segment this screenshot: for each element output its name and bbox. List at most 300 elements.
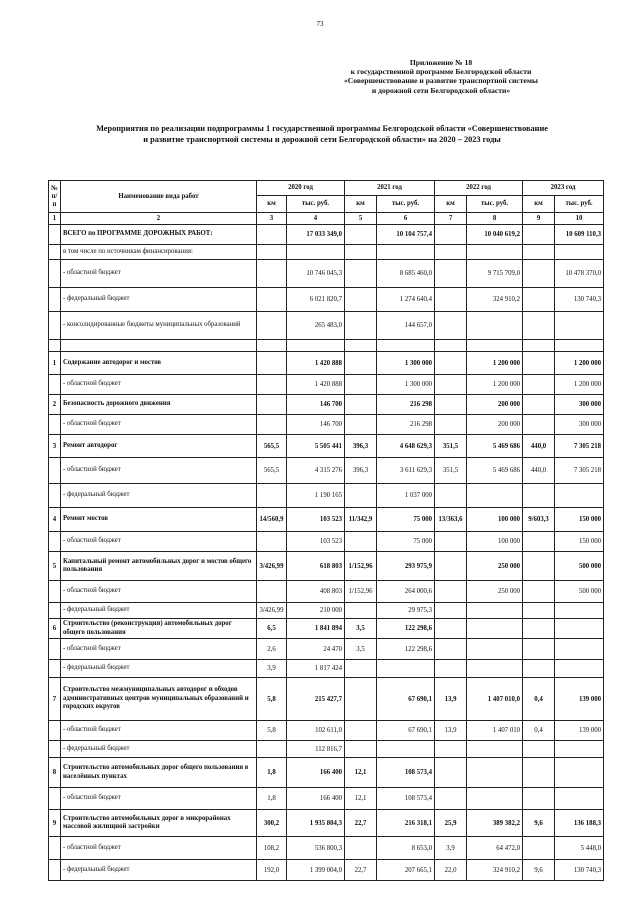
row-number [49,532,61,552]
amount-rub-cell: 1 274 640,4 [377,288,435,312]
length-km-cell [523,758,555,788]
amount-rub-cell [555,619,604,639]
amount-rub-cell: 207 665,1 [377,860,435,881]
work-type-name: - федеральный бюджет [61,741,257,758]
amount-rub-cell: 216 298 [377,415,435,435]
title-line: Мероприятия по реализации подпрограммы 1 государственной программы Белгородской области «Совершенствование [96,124,548,133]
length-km-cell [435,619,467,639]
length-km-cell [257,415,287,435]
amount-rub-cell: 1 841 894 [287,619,345,639]
table-row [49,458,604,484]
header-year: 2021 год [345,181,435,196]
length-km-cell: 351,5 [435,435,467,458]
table-row [49,552,604,581]
length-km-cell [523,312,555,340]
row-number [49,288,61,312]
length-km-cell: 3/426,99 [257,603,287,619]
length-km-cell: 0,4 [523,721,555,741]
header-year: 2023 год [523,181,604,196]
column-number: 9 [523,213,555,225]
amount-rub-cell: 75 000 [377,532,435,552]
length-km-cell [523,619,555,639]
length-km-cell [523,245,555,260]
length-km-cell [523,581,555,603]
amount-rub-cell [467,245,523,260]
work-type-name: - областной бюджет [61,639,257,660]
appendix-line: и дорожной сети Белгородской области» [371,85,511,95]
length-km-cell [523,532,555,552]
length-km-cell: 1,8 [257,758,287,788]
work-type-name: - федеральный бюджет [61,484,257,508]
length-km-cell [523,260,555,288]
length-km-cell [523,603,555,619]
row-number [49,860,61,881]
amount-rub-cell [467,603,523,619]
length-km-cell: 396,3 [345,435,377,458]
column-number: 10 [555,213,604,225]
header-year: 2022 год [435,181,523,196]
amount-rub-cell: 1 200 000 [555,352,604,375]
row-number: 4 [49,508,61,532]
work-type-name: в том числе по источникам финансирования: [61,245,257,260]
table-row [49,340,604,352]
length-km-cell: 12,1 [345,788,377,810]
page-number: 73 [316,20,324,28]
amount-rub-cell: 1 200 000 [467,375,523,395]
length-km-cell [257,340,287,352]
amount-rub-cell: 10 104 757,4 [377,225,435,245]
amount-rub-cell: 122 298,6 [377,639,435,660]
length-km-cell: 351,5 [435,458,467,484]
header-unit-rub: тыс. руб. [287,196,345,213]
row-number: 2 [49,395,61,415]
amount-rub-cell: 67 690,1 [377,678,435,721]
row-number [49,721,61,741]
amount-rub-cell [555,484,604,508]
length-km-cell [523,484,555,508]
header-unit-km: км [523,196,555,213]
length-km-cell: 0,4 [523,678,555,721]
length-km-cell: 14/560,9 [257,508,287,532]
title-line: и развитие транспортной системы и дорожной сети Белгородской области» на 2020 – 2023 годы [143,134,501,144]
amount-rub-cell: 1 037 000 [377,484,435,508]
length-km-cell: 2,6 [257,639,287,660]
amount-rub-cell [377,660,435,678]
length-km-cell [435,312,467,340]
length-km-cell [435,603,467,619]
amount-rub-cell: 250 000 [467,581,523,603]
amount-rub-cell [287,340,345,352]
amount-rub-cell: 264 000,6 [377,581,435,603]
row-number: 1 [49,352,61,375]
length-km-cell [345,660,377,678]
row-number [49,639,61,660]
length-km-cell [257,312,287,340]
row-number [49,225,61,245]
length-km-cell: 3,9 [435,837,467,860]
amount-rub-cell: 5 469 686 [467,458,523,484]
amount-rub-cell [467,340,523,352]
amount-rub-cell [467,758,523,788]
amount-rub-cell: 139 000 [555,721,604,741]
length-km-cell [435,245,467,260]
column-number: 5 [345,213,377,225]
work-type-name: Строительство автомобильных дорог общего пользования в населённых пунктах [61,758,257,788]
amount-rub-cell: 1 935 804,3 [287,810,345,837]
table-row [49,395,604,415]
length-km-cell [257,395,287,415]
table-row [49,435,604,458]
length-km-cell [523,639,555,660]
length-km-cell: 11/342,9 [345,508,377,532]
length-km-cell [257,288,287,312]
row-number: 5 [49,552,61,581]
table-row [49,415,604,435]
header-unit-rub: тыс. руб. [467,196,523,213]
table-row [49,225,604,245]
amount-rub-cell: 4 648 629,3 [377,435,435,458]
header-unit-rub: тыс. руб. [555,196,604,213]
amount-rub-cell [467,788,523,810]
table-row [49,288,604,312]
length-km-cell [257,532,287,552]
length-km-cell [345,532,377,552]
row-number [49,340,61,352]
column-number: 7 [435,213,467,225]
table-row [49,375,604,395]
header-year: 2020 год [257,181,345,196]
table-row [49,581,604,603]
length-km-cell [345,837,377,860]
length-km-cell [345,375,377,395]
amount-rub-cell: 4 315 276 [287,458,345,484]
amount-rub-cell: 103 523 [287,508,345,532]
amount-rub-cell [467,619,523,639]
amount-rub-cell [555,788,604,810]
work-type-name: - федеральный бюджет [61,860,257,881]
length-km-cell [345,288,377,312]
amount-rub-cell: 10 040 619,2 [467,225,523,245]
length-km-cell [523,660,555,678]
amount-rub-cell: 67 690,1 [377,721,435,741]
length-km-cell: 440,0 [523,458,555,484]
amount-rub-cell [287,245,345,260]
column-number: 4 [287,213,345,225]
length-km-cell: 22,7 [345,810,377,837]
length-km-cell [257,225,287,245]
length-km-cell [345,245,377,260]
length-km-cell [345,484,377,508]
amount-rub-cell: 7 305 218 [555,435,604,458]
work-type-name: - областной бюджет [61,581,257,603]
row-number [49,458,61,484]
amount-rub-cell: 136 188,3 [555,810,604,837]
length-km-cell [523,837,555,860]
length-km-cell [435,484,467,508]
length-km-cell [435,340,467,352]
amount-rub-cell [377,245,435,260]
length-km-cell: 3,9 [257,660,287,678]
length-km-cell: 300,2 [257,810,287,837]
amount-rub-cell: 408 803 [287,581,345,603]
amount-rub-cell: 166 400 [287,758,345,788]
amount-rub-cell: 300 000 [555,415,604,435]
length-km-cell [435,352,467,375]
amount-rub-cell: 200 000 [467,415,523,435]
amount-rub-cell [467,660,523,678]
amount-rub-cell: 618 803 [287,552,345,581]
length-km-cell: 396,3 [345,458,377,484]
length-km-cell [345,741,377,758]
appendix-line: Приложение № 18 [409,58,473,67]
table-row [49,660,604,678]
amount-rub-cell: 5 448,0 [555,837,604,860]
length-km-cell: 5,8 [257,678,287,721]
length-km-cell [435,660,467,678]
length-km-cell: 22,7 [345,860,377,881]
length-km-cell [345,603,377,619]
length-km-cell [523,552,555,581]
amount-rub-cell: 216 298 [377,395,435,415]
table-row [49,532,604,552]
row-number [49,603,61,619]
row-number [49,788,61,810]
table-row [49,860,604,881]
length-km-cell: 565,5 [257,435,287,458]
length-km-cell: 5,8 [257,721,287,741]
column-number: 6 [377,213,435,225]
row-number [49,415,61,435]
work-type-name: ВСЕГО по ПРОГРАММЕ ДОРОЖНЫХ РАБОТ: [61,225,257,245]
work-type-name: Строительство автомобильных дорог в микрорайонах массовой жилищной застройки [61,810,257,837]
amount-rub-cell: 130 740,3 [555,288,604,312]
amount-rub-cell: 1 817 424 [287,660,345,678]
column-number: 2 [61,213,257,225]
amount-rub-cell: 1 399 004,0 [287,860,345,881]
amount-rub-cell: 10 746 045,3 [287,260,345,288]
amount-rub-cell: 324 910,2 [467,860,523,881]
amount-rub-cell: 6 021 820,7 [287,288,345,312]
amount-rub-cell [377,741,435,758]
amount-rub-cell: 150 000 [555,532,604,552]
length-km-cell [435,375,467,395]
length-km-cell [523,340,555,352]
length-km-cell [257,484,287,508]
table-row [49,741,604,758]
row-number [49,260,61,288]
length-km-cell: 1,8 [257,788,287,810]
amount-rub-cell [555,741,604,758]
row-number: 6 [49,619,61,639]
length-km-cell [345,415,377,435]
table-row [49,837,604,860]
length-km-cell: 9,6 [523,810,555,837]
work-type-name: - областной бюджет [61,837,257,860]
length-km-cell [523,352,555,375]
length-km-cell [345,721,377,741]
amount-rub-cell: 1 190 165 [287,484,345,508]
length-km-cell: 1/152,96 [345,552,377,581]
length-km-cell [523,288,555,312]
length-km-cell [345,260,377,288]
amount-rub-cell: 265 483,0 [287,312,345,340]
length-km-cell: 565,5 [257,458,287,484]
amount-rub-cell [377,340,435,352]
work-type-name: Строительство (реконструкция) автомобильных дорог общего пользования [61,619,257,639]
row-number [49,581,61,603]
work-type-name: - областной бюджет [61,415,257,435]
work-type-name: Ремонт мостов [61,508,257,532]
table-body [49,225,604,881]
amount-rub-cell: 1 407 010 [467,721,523,741]
length-km-cell [435,415,467,435]
work-type-name: - федеральный бюджет [61,660,257,678]
amount-rub-cell: 210 000 [287,603,345,619]
amount-rub-cell [467,312,523,340]
table-row [49,508,604,532]
amount-rub-cell [555,340,604,352]
amount-rub-cell: 103 523 [287,532,345,552]
amount-rub-cell [467,484,523,508]
column-number: 8 [467,213,523,225]
work-type-name: - областной бюджет [61,458,257,484]
appendix-line: «Совершенствование и развитие транспортной системы [344,76,538,86]
row-number: 8 [49,758,61,788]
length-km-cell: 6,5 [257,619,287,639]
amount-rub-cell [555,245,604,260]
table-row [49,312,604,340]
amount-rub-cell: 7 305 218 [555,458,604,484]
amount-rub-cell [555,312,604,340]
length-km-cell [523,415,555,435]
amount-rub-cell: 1 420 888 [287,352,345,375]
amount-rub-cell: 1 200 000 [555,375,604,395]
work-type-name: Содержание автодорог и мостов [61,352,257,375]
table-row [49,352,604,375]
amount-rub-cell: 150 000 [555,508,604,532]
row-number: 3 [49,435,61,458]
length-km-cell: 3/426,99 [257,552,287,581]
length-km-cell [435,288,467,312]
appendix-line: к государственной программе Белгородской области [350,67,532,77]
table-row [49,603,604,619]
amount-rub-cell: 75 000 [377,508,435,532]
amount-rub-cell: 24 470 [287,639,345,660]
amount-rub-cell: 8 685 460,0 [377,260,435,288]
amount-rub-cell: 146 700 [287,415,345,435]
amount-rub-cell: 1 407 010,0 [467,678,523,721]
row-number [49,245,61,260]
length-km-cell: 25,9 [435,810,467,837]
table-row [49,619,604,639]
amount-rub-cell: 3 611 629,3 [377,458,435,484]
appendix-heading [306,58,576,95]
length-km-cell [523,375,555,395]
work-type-name: - областной бюджет [61,532,257,552]
length-km-cell [345,395,377,415]
length-km-cell: 3,5 [345,639,377,660]
table-row [49,788,604,810]
header-unit-km: км [345,196,377,213]
row-number [49,375,61,395]
length-km-cell [345,678,377,721]
work-type-name: - областной бюджет [61,260,257,288]
amount-rub-cell: 389 382,2 [467,810,523,837]
row-number [49,837,61,860]
length-km-cell: 1/152,96 [345,581,377,603]
work-type-name: - федеральный бюджет [61,603,257,619]
header-unit-km: км [435,196,467,213]
length-km-cell [523,225,555,245]
length-km-cell: 440,0 [523,435,555,458]
header-name: Наименование вида работ [61,181,257,213]
amount-rub-cell: 29 975,3 [377,603,435,619]
row-number [49,660,61,678]
amount-rub-cell [555,639,604,660]
table-row [49,810,604,837]
amount-rub-cell: 122 298,6 [377,619,435,639]
length-km-cell [435,532,467,552]
amount-rub-cell: 112 816,7 [287,741,345,758]
header-unit-rub: тыс. руб. [377,196,435,213]
amount-rub-cell: 300 000 [555,395,604,415]
length-km-cell [345,312,377,340]
amount-rub-cell: 216 318,1 [377,810,435,837]
table-header [49,181,604,225]
amount-rub-cell: 10 609 110,3 [555,225,604,245]
length-km-cell [257,581,287,603]
amount-rub-cell: 130 740,3 [555,860,604,881]
work-type-name: Безопасность дорожного движения [61,395,257,415]
length-km-cell [435,581,467,603]
amount-rub-cell: 1 420 888 [287,375,345,395]
table-row [49,484,604,508]
length-km-cell [345,225,377,245]
length-km-cell [435,758,467,788]
length-km-cell [435,788,467,810]
row-number: 7 [49,678,61,721]
work-type-name: - областной бюджет [61,721,257,741]
length-km-cell [435,395,467,415]
length-km-cell: 192,0 [257,860,287,881]
amount-rub-cell: 102 611,0 [287,721,345,741]
length-km-cell: 12,1 [345,758,377,788]
row-number [49,312,61,340]
length-km-cell [523,741,555,758]
table-row [49,260,604,288]
length-km-cell [257,375,287,395]
amount-rub-cell: 17 033 349,0 [287,225,345,245]
length-km-cell [435,639,467,660]
length-km-cell: 9,6 [523,860,555,881]
works-table [48,180,604,881]
amount-rub-cell: 5 469 686 [467,435,523,458]
header-unit-km: км [257,196,287,213]
row-number: 9 [49,810,61,837]
header-num: № п/п [49,181,61,213]
table-row [49,721,604,741]
amount-rub-cell: 100 000 [467,508,523,532]
length-km-cell: 108,2 [257,837,287,860]
length-km-cell [257,260,287,288]
amount-rub-cell: 139 000 [555,678,604,721]
work-type-name: - областной бюджет [61,788,257,810]
amount-rub-cell [555,660,604,678]
length-km-cell [435,260,467,288]
amount-rub-cell: 108 573,4 [377,758,435,788]
length-km-cell [435,741,467,758]
length-km-cell: 9/603,3 [523,508,555,532]
